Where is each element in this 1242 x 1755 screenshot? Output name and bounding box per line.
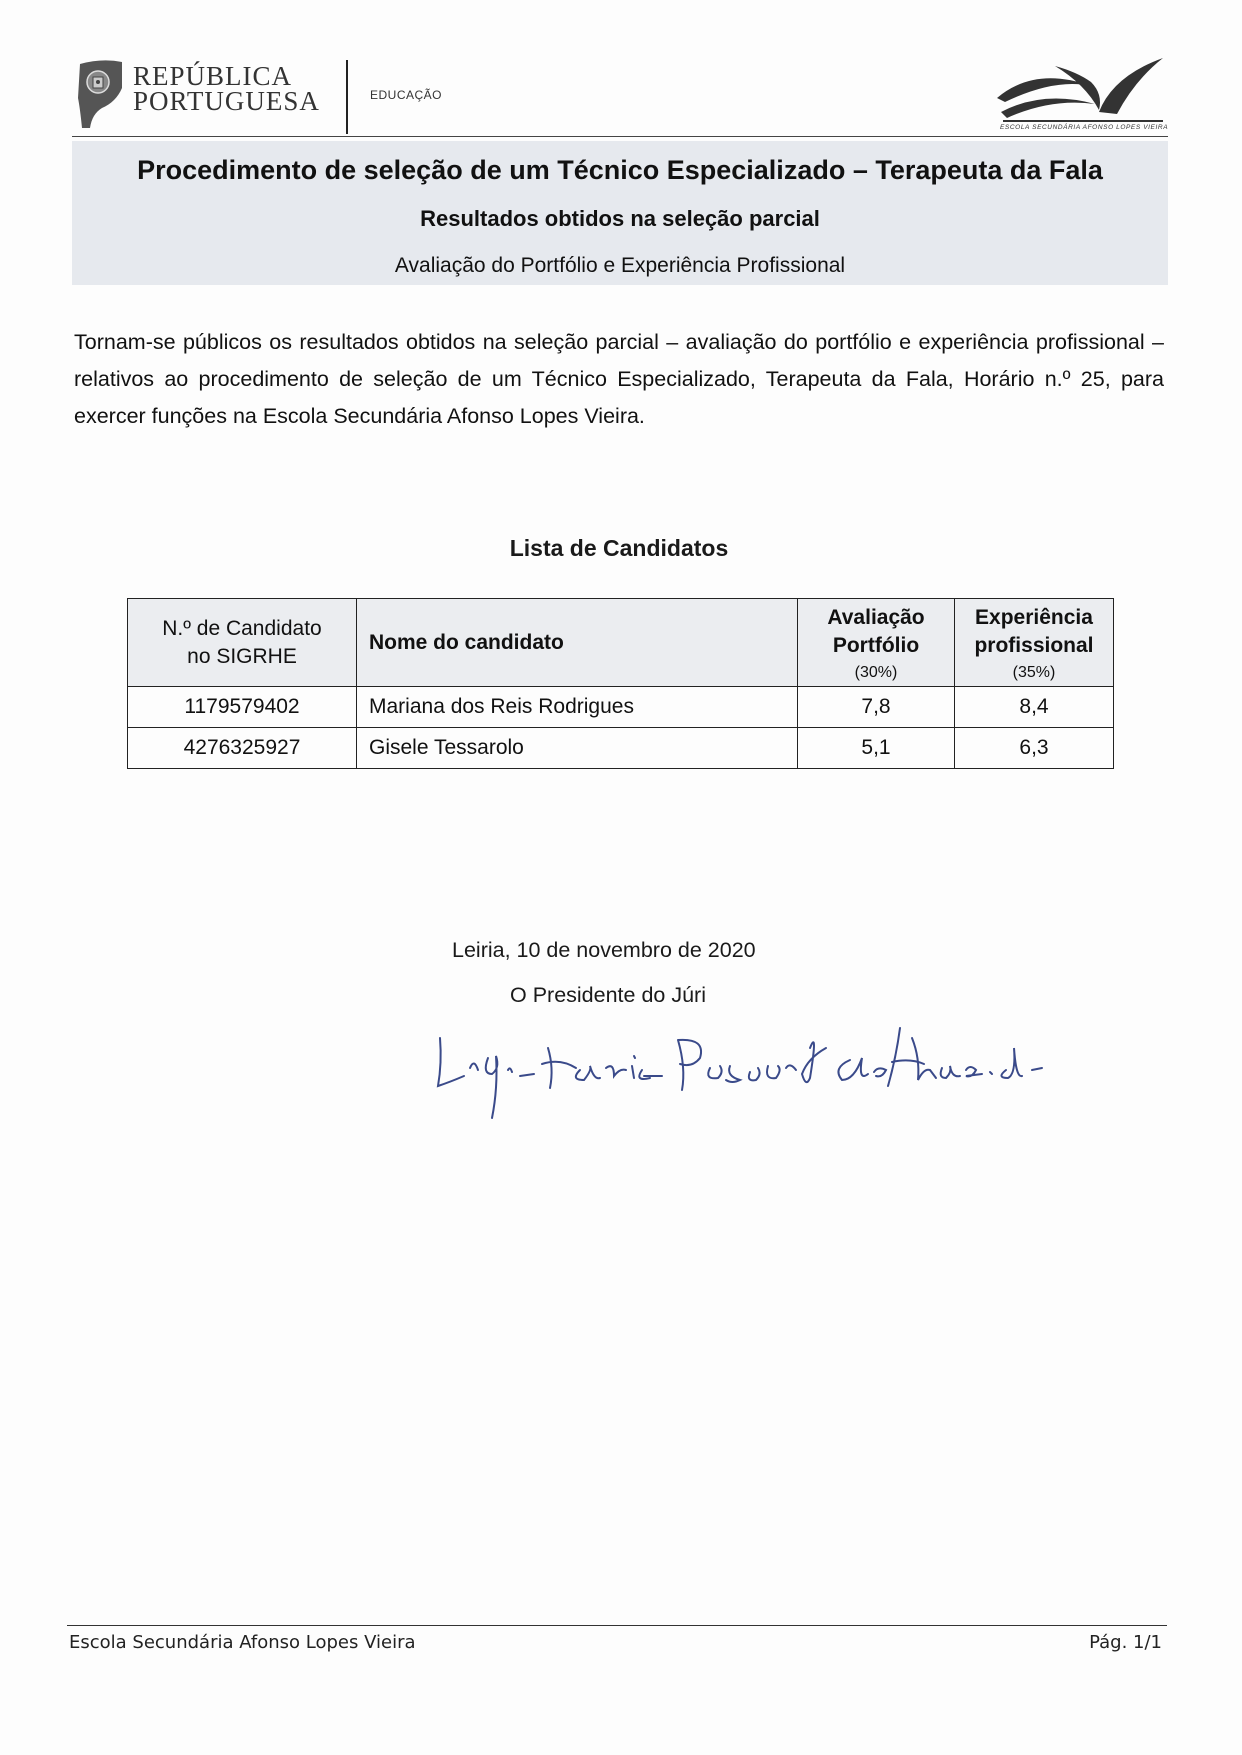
- header-candidate-number: [128, 599, 357, 687]
- header-experience: [955, 599, 1114, 687]
- announcement-paragraph: Tornam-se públicos os resultados obtidos na seleção parcial – avaliação do portfólio e experiência profissional – relativos ao procedimento de seleção de um Técnico Especializado, Terapeuta da Fala, Horário n.º 25, para exercer funções na Escola Secundária Afonso Lopes Vieira.: [74, 330, 1164, 428]
- table-row: [128, 687, 1114, 728]
- header-portfolio-line1: Avaliação: [827, 605, 925, 629]
- candidate-number: 4276325927: [128, 728, 357, 769]
- footer-rule: [67, 1625, 1167, 1626]
- header-rule: [72, 136, 1168, 137]
- document-subsubtitle: Avaliação do Portfólio e Experiência Profissional: [394, 254, 846, 277]
- portfolio-score: 7,8: [798, 687, 955, 728]
- footer-page-number: Pág. 1/1: [1089, 1632, 1162, 1653]
- country-line-1: REPÚBLICA: [133, 61, 293, 91]
- handwritten-signature: [430, 1018, 1050, 1130]
- ministry-label: EDUCAÇÃO: [370, 88, 443, 102]
- school-logo-caption: ESCOLA SECUNDÁRIA AFONSO LOPES VIEIRA: [1000, 124, 1169, 131]
- header-candidate-name: Nome do candidato: [357, 599, 798, 687]
- header-portfolio-weight: (30%): [854, 663, 898, 681]
- document-subtitle: Resultados obtidos na seleção parcial: [420, 206, 820, 231]
- header-experience-line1: Experiência: [975, 605, 1093, 629]
- country-line-2: PORTUGUESA: [133, 86, 320, 116]
- experience-score: 8,4: [955, 687, 1114, 728]
- candidates-table: [127, 598, 1114, 769]
- header-candidate-number-line1: N.º de Candidato: [162, 616, 322, 640]
- signer-role: O Presidente do Júri: [510, 983, 706, 1007]
- republica-portuguesa-emblem-icon: [72, 58, 128, 130]
- experience-score: 6,3: [955, 728, 1114, 769]
- portfolio-score: 5,1: [798, 728, 955, 769]
- school-logo-icon: [995, 56, 1167, 126]
- candidate-name: Mariana dos Reis Rodrigues: [357, 687, 798, 728]
- footer-school-name: Escola Secundária Afonso Lopes Vieira: [69, 1632, 416, 1653]
- header-divider: [346, 60, 348, 134]
- country-name: [133, 61, 320, 116]
- place-date: Leiria, 10 de novembro de 2020: [452, 938, 756, 962]
- header-experience-weight: (35%): [1012, 663, 1056, 681]
- table-title: Lista de Candidatos: [509, 535, 729, 561]
- candidate-name: Gisele Tessarolo: [357, 728, 798, 769]
- header-portfolio: [798, 599, 955, 687]
- table-row: [128, 728, 1114, 769]
- header-experience-line2: profissional: [974, 633, 1094, 657]
- candidate-number: 1179579402: [128, 687, 357, 728]
- document-title: Procedimento de seleção de um Técnico Especializado – Terapeuta da Fala: [137, 155, 1103, 185]
- header-candidate-number-line2: no SIGRHE: [187, 644, 297, 668]
- table-header-row: [128, 599, 1114, 687]
- header-portfolio-line2: Portfólio: [832, 633, 920, 657]
